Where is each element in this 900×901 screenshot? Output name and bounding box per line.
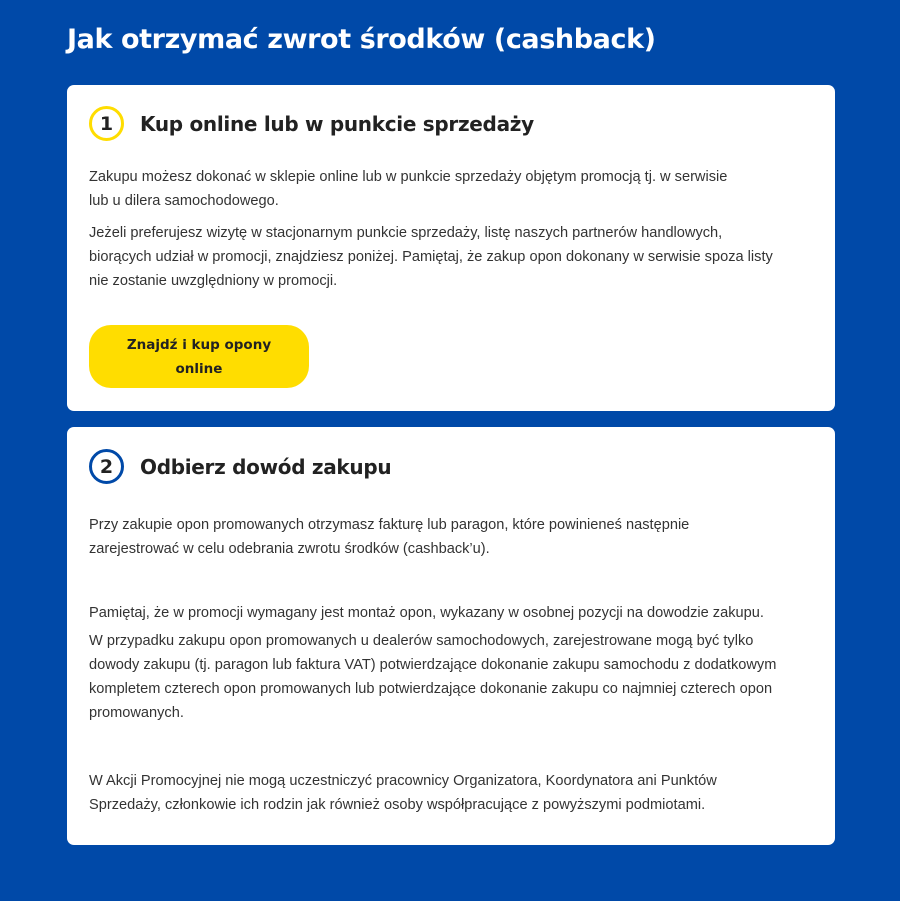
step-2-header <box>89 449 391 484</box>
step-1-title: Kup online lub w punkcie sprzedaży <box>140 111 534 136</box>
find-and-buy-tires-button[interactable]: Znajdź i kup opony online <box>89 325 309 388</box>
step-2-paragraph <box>89 629 809 725</box>
step-1-number-badge: 1 <box>89 106 124 141</box>
text-line: nie zostanie uwzględniony w promocji. <box>89 273 338 289</box>
text-line: W przypadku zakupu opon promowanych u dealerów samochodowych, zarejestrowane mogą być tylko <box>89 633 754 649</box>
step-2-paragraph <box>89 769 809 817</box>
text-line: dowody zakupu (tj. paragon lub faktura VAT) potwierdzające dokonanie zakupu samochodu z dodatkowym <box>89 657 777 673</box>
text-line: promowanych. <box>89 705 184 721</box>
text-line: lub u dilera samochodowego. <box>89 193 279 209</box>
step-1-header <box>89 106 534 141</box>
step-2-paragraph <box>89 513 809 561</box>
step-1-paragraph <box>89 165 809 213</box>
step-2-card <box>67 427 835 845</box>
text-line: W Akcji Promocyjnej nie mogą uczestniczyć pracownicy Organizatora, Koordynatora ani Punktów <box>89 773 717 789</box>
text-line: zarejestrować w celu odebrania zwrotu środków (cashback’u). <box>89 541 490 557</box>
step-2-paragraph <box>89 601 809 625</box>
step-1-paragraph <box>89 221 809 293</box>
text-line: kompletem czterech opon promowanych lub potwierdzające dokonanie zakupu co najmniej czterech opon <box>89 681 773 697</box>
text-line: Przy zakupie opon promowanych otrzymasz fakturę lub paragon, które powinieneś następnie <box>89 517 690 533</box>
step-2-title: Odbierz dowód zakupu <box>140 454 392 479</box>
text-line: biorących udział w promocji, znajdziesz poniżej. Pamiętaj, że zakup opon dokonany w serwisie spoza listy <box>89 249 773 265</box>
step-2-number-badge: 2 <box>89 449 124 484</box>
text-line: Sprzedaży, członkowie ich rodzin jak również osoby współpracujące z powyższymi podmiotami. <box>89 797 706 813</box>
text-line: Jeżeli preferujesz wizytę w stacjonarnym punkcie sprzedaży, listę naszych partnerów handlowych, <box>89 225 723 241</box>
text-line: Pamiętaj, że w promocji wymagany jest montaż opon, wykazany w osobnej pozycji na dowodzie zakupu. <box>89 605 764 621</box>
step-1-card <box>67 85 835 411</box>
text-line: Zakupu możesz dokonać w sklepie online lub w punkcie sprzedaży objętym promocją tj. w serwisie <box>89 169 728 185</box>
page-title: Jak otrzymać zwrot środków (cashback) <box>67 24 656 55</box>
